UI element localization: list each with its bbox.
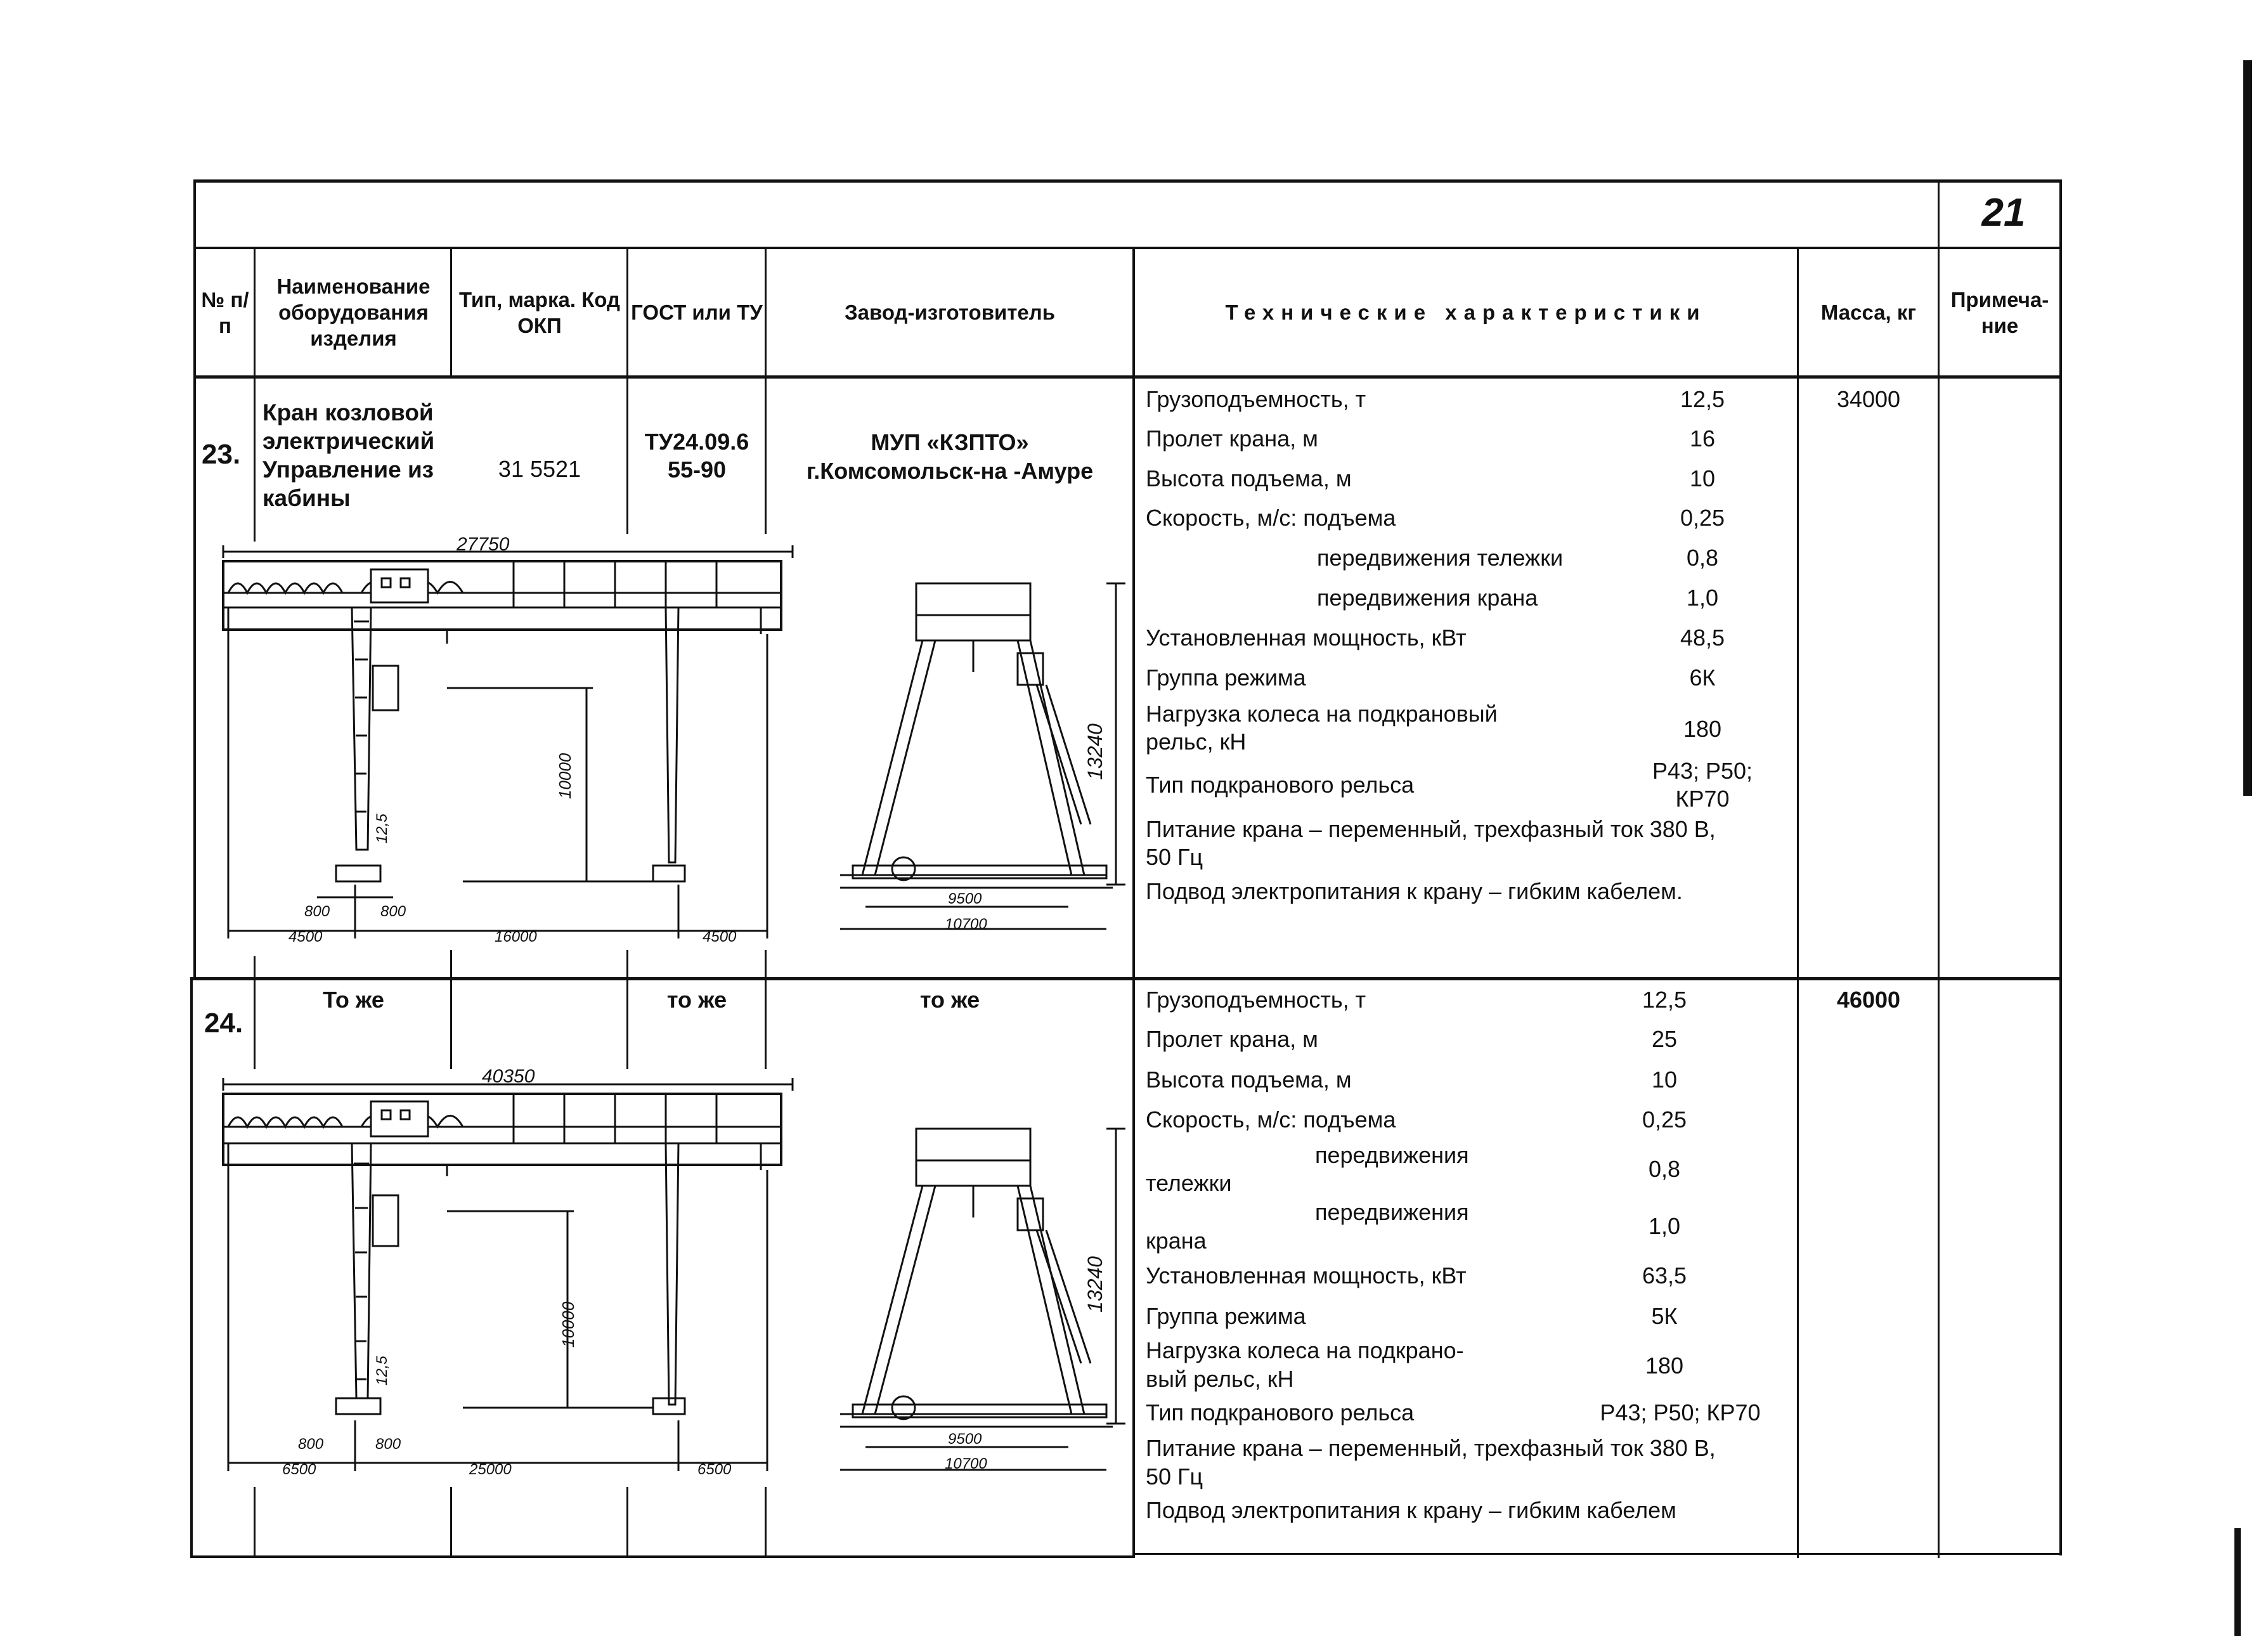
table-right-border	[2059, 179, 2062, 1555]
dim-wheel-right: 800	[375, 1436, 401, 1453]
dim-left-console: 6500	[282, 1461, 316, 1478]
dim-hook: 12,5	[373, 1356, 391, 1386]
col-line	[254, 1487, 256, 1557]
dim-end-base: 10700	[945, 1455, 987, 1472]
table-left-border-lower	[190, 977, 193, 1558]
spec-value: 48,5	[1680, 625, 1725, 651]
crane-front-drawing-23	[209, 533, 793, 951]
dim-lift-height: 10000	[559, 1301, 578, 1347]
scan-edge-mark	[2234, 1528, 2241, 1636]
col-line	[626, 375, 628, 534]
power-line: Питание крана – переменный, трехфазный ток 380 В,	[1146, 816, 1716, 842]
col-line	[626, 1487, 628, 1557]
row-23-gost: ТУ24.09.6 55-90	[644, 429, 749, 483]
spec-value: 6К	[1689, 665, 1716, 691]
row-23-name: Кран козловой электрический Управление из кабины	[262, 399, 435, 511]
col-line	[765, 247, 767, 379]
power-line: 50 Гц	[1146, 1464, 1203, 1490]
dim-wheel-right: 800	[380, 903, 406, 920]
row-23-manufacturer-line1: МУП «КЗПТО»	[871, 429, 1029, 455]
spec-value: 10	[1651, 1067, 1678, 1093]
col-line	[765, 950, 767, 980]
col-line	[254, 375, 256, 542]
spec-value: 10	[1689, 465, 1716, 491]
row-23-manufacturer-line2: г.Комсомольск-на -Амуре	[806, 458, 1094, 484]
spec-label: Пролет крана, м	[1146, 1026, 1318, 1052]
col-line	[765, 977, 767, 1069]
header-gost: ГОСТ или ТУ	[631, 301, 763, 324]
spec-label: Пролет крана, м	[1146, 425, 1318, 451]
row-24-name: То же	[323, 987, 384, 1013]
header-specs: Технические характеристики	[1225, 301, 1707, 324]
spec-value: 63,5	[1642, 1263, 1687, 1289]
page-number: 21	[1981, 191, 2026, 235]
spec-value: КР70	[1675, 786, 1730, 812]
table-left-border	[193, 179, 196, 980]
col-line	[1797, 247, 1799, 379]
spec-label: Высота подъема, м	[1146, 1067, 1352, 1093]
scan-edge-mark	[2243, 60, 2252, 796]
col-line-specs	[1132, 375, 1135, 1558]
dim-wheel-left: 800	[298, 1436, 324, 1453]
row-24-gost: то же	[666, 987, 727, 1013]
spec-value: 16	[1689, 425, 1716, 451]
spec-value: 12,5	[1642, 987, 1687, 1013]
col-line	[1938, 179, 1940, 379]
spec-label: Высота подъема, м	[1146, 465, 1352, 491]
spec-value: 0,8	[1686, 545, 1719, 571]
cable-note: Подвод электропитания к крану – гибким кабелем	[1146, 1497, 1676, 1523]
col-line-note	[1938, 375, 1940, 1558]
spec-value: 1,0	[1686, 585, 1719, 611]
dim-overall: 27750	[457, 534, 510, 555]
spec-label: Грузоподъемность, т	[1146, 987, 1366, 1013]
dim-end-height: 13240	[1084, 724, 1106, 780]
row-divider	[190, 977, 2061, 980]
header-manufacturer: Завод-изготовитель	[844, 301, 1056, 324]
spec-value: 0,25	[1642, 1107, 1687, 1133]
col-line	[450, 950, 452, 980]
row-23-mass: 34000	[1836, 386, 1901, 412]
col-line	[450, 1487, 452, 1557]
dim-end-track: 9500	[948, 1431, 982, 1448]
row-24-num: 24.	[204, 1008, 243, 1039]
spec-label: передвижения	[1315, 1199, 1469, 1225]
crane-side-drawing-23	[827, 571, 1125, 938]
row-24-manufacturer: то же	[919, 987, 980, 1013]
cable-note: Подвод электропитания к крану – гибким кабелем.	[1146, 878, 1683, 904]
row-24-mass: 46000	[1836, 987, 1901, 1013]
dim-right-console: 4500	[703, 928, 737, 945]
dim-right-console: 6500	[697, 1461, 732, 1478]
header-note: Примеча-ние	[1950, 287, 2049, 337]
spec-label: Установленная мощность, кВт	[1146, 1263, 1467, 1289]
spec-value: 180	[1645, 1353, 1684, 1379]
table-bottom-line-right	[1135, 1553, 2062, 1555]
spec-label: вый рельс, кН	[1146, 1366, 1294, 1392]
row-23-type: 31 5521	[498, 456, 581, 482]
col-line	[450, 247, 452, 379]
spec-value: 5К	[1651, 1303, 1678, 1329]
col-line	[450, 977, 452, 1069]
spec-value: 0,8	[1648, 1156, 1681, 1182]
table-top-border	[193, 179, 2061, 183]
header-mass: Масса, кг	[1820, 301, 1917, 324]
spec-value: 0,25	[1680, 505, 1725, 531]
header-name: Наименование оборудования изделия	[276, 275, 431, 350]
crane-side-drawing-24	[827, 1116, 1125, 1484]
crane-front-drawing-24	[209, 1068, 793, 1484]
dim-end-base: 10700	[945, 916, 987, 933]
table-bottom-line	[190, 1555, 1135, 1558]
spec-label: Тип подкранового рельса	[1146, 772, 1415, 798]
spec-label: Нагрузка колеса на подкрано-	[1146, 1337, 1464, 1363]
dim-span: 25000	[469, 1461, 512, 1478]
spec-label: Нагрузка колеса на подкрановый	[1146, 701, 1498, 727]
col-line	[765, 1487, 767, 1557]
spec-label: Тип подкранового рельса	[1146, 1399, 1415, 1425]
spec-value: Р43; Р50; КР70	[1600, 1399, 1761, 1425]
dim-overall: 40350	[482, 1066, 535, 1087]
col-line	[765, 375, 767, 534]
spec-value: Р43; Р50;	[1652, 758, 1753, 784]
spec-label: рельс, кН	[1146, 729, 1247, 755]
spec-label: передвижения тележки	[1317, 545, 1564, 571]
spec-label: Группа режима	[1146, 665, 1306, 691]
dim-left-console: 4500	[288, 928, 323, 945]
header-bottom-line	[193, 375, 2061, 379]
spec-label: крана	[1146, 1228, 1207, 1254]
spec-label: Группа режима	[1146, 1303, 1306, 1329]
spec-label: Скорость, м/с: подъема	[1146, 1107, 1396, 1133]
spec-value: 180	[1683, 716, 1722, 742]
spec-label: Установленная мощность, кВт	[1146, 625, 1467, 651]
dim-end-track: 9500	[948, 890, 982, 907]
spec-value: 1,0	[1648, 1213, 1681, 1239]
header-num: № п/п	[201, 287, 249, 337]
spec-value: 12,5	[1680, 386, 1725, 412]
header-type: Тип, марка. Код ОКП	[459, 287, 620, 337]
spec-label: тележки	[1146, 1170, 1232, 1196]
dim-end-height: 13240	[1084, 1256, 1106, 1313]
power-line: Питание крана – переменный, трехфазный ток 380 В,	[1146, 1435, 1716, 1461]
col-line	[626, 247, 628, 379]
spec-label: Скорость, м/с: подъема	[1146, 505, 1396, 531]
header-top-line	[193, 247, 2061, 249]
row-23-num: 23.	[202, 439, 241, 470]
dim-span: 16000	[495, 928, 537, 945]
spec-label: передвижения крана	[1317, 585, 1538, 611]
power-line: 50 Гц	[1146, 844, 1203, 870]
dim-lift-height: 10000	[555, 753, 574, 799]
dim-hook: 12,5	[373, 814, 391, 843]
dim-wheel-left: 800	[304, 903, 330, 920]
col-line	[626, 950, 628, 980]
spec-label: передвижения	[1315, 1142, 1469, 1168]
col-line-mass	[1797, 375, 1799, 1558]
spec-value: 25	[1651, 1026, 1678, 1052]
spec-label: Грузоподъемность, т	[1146, 386, 1366, 412]
col-line	[254, 247, 256, 379]
col-line	[626, 977, 628, 1069]
col-line	[254, 977, 256, 1069]
